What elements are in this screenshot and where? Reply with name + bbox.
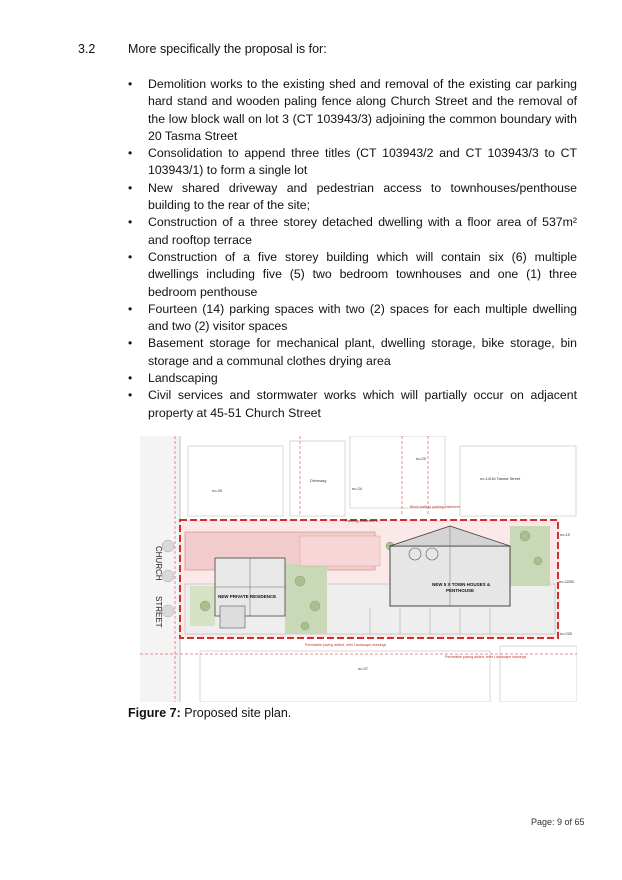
block-walls-note: Block walls to parking easement — [410, 505, 460, 509]
figure-caption-label: Figure 7: — [128, 706, 181, 720]
lot-label: no.24 — [352, 486, 363, 491]
driveway-label: Driveway — [310, 478, 327, 483]
paving-note: Permeable paving added, refer Landscape drawings — [445, 655, 527, 659]
lot-label: no.20 — [416, 456, 427, 461]
figure-caption — [128, 706, 291, 720]
townhouses-label-line1: NEW 5 X TOWN HOUSES & — [432, 582, 491, 587]
list-item: • Landscaping — [128, 370, 577, 387]
private-residence-label: NEW PRIVATE RESIDENCE — [218, 594, 277, 599]
list-item: • Consolidation to append three titles (CT 103943/2 and CT 103943/3 to CT 103943/1) to form a single lot — [128, 145, 577, 180]
list-item: • Demolition works to the existing shed and removal of the existing car parking hard stand and wooden paling fence along Church Street and the removal of the low block wall on lot 3 (CT 103943/3) adjoining the common boundary with 20 Tasma Street — [128, 76, 577, 145]
section-intro: More specifically the proposal is for: — [128, 42, 327, 56]
site-plan-drawing — [140, 436, 577, 702]
townhouses-label-line2: PENTHOUSE — [446, 588, 475, 593]
site-plan-figure — [140, 436, 577, 702]
lot-label: no.37 — [358, 666, 369, 671]
street-word-church: CHURCH — [154, 546, 163, 581]
lot-label: no.10 — [560, 532, 571, 537]
list-item: • Basement storage for mechanical plant, dwelling storage, bike storage, bin storage and a communal clothes drying area — [128, 335, 577, 370]
easement-note: Parking Easement — [345, 518, 378, 523]
page-number: Page: 9 of 65 — [531, 817, 585, 827]
list-item: • Civil services and stormwater works which will partially occur on adjacent property at 45-51 Church Street — [128, 387, 577, 422]
proposal-list — [128, 76, 577, 422]
lot-label: no.45 — [212, 488, 223, 493]
list-item: • Construction of a three storey detached dwelling with a floor area of 537m² and rooftop terrace — [128, 214, 577, 249]
list-item: • Fourteen (14) parking spaces with two (2) spaces for each multiple dwelling and two (2) visitor spaces — [128, 301, 577, 336]
paving-note: Permeable paving added, refer Landscape drawings — [305, 643, 387, 647]
figure-caption-text: Proposed site plan. — [180, 706, 292, 720]
list-item: • New shared driveway and pedestrian access to townhouses/penthouse building to the rear of the site; — [128, 180, 577, 215]
list-item: • Construction of a five storey building which will contain six (6) multiple dwellings including five (5) two bedroom townhouses and one (1) three bedroom penthouse — [128, 249, 577, 301]
lot-label: no.14/16 Tasma Street — [480, 476, 521, 481]
lot-label: no.222B — [559, 579, 574, 584]
lot-label: no.220 — [560, 631, 573, 636]
section-number: 3.2 — [78, 42, 96, 56]
street-word-street: STREET — [154, 596, 163, 628]
